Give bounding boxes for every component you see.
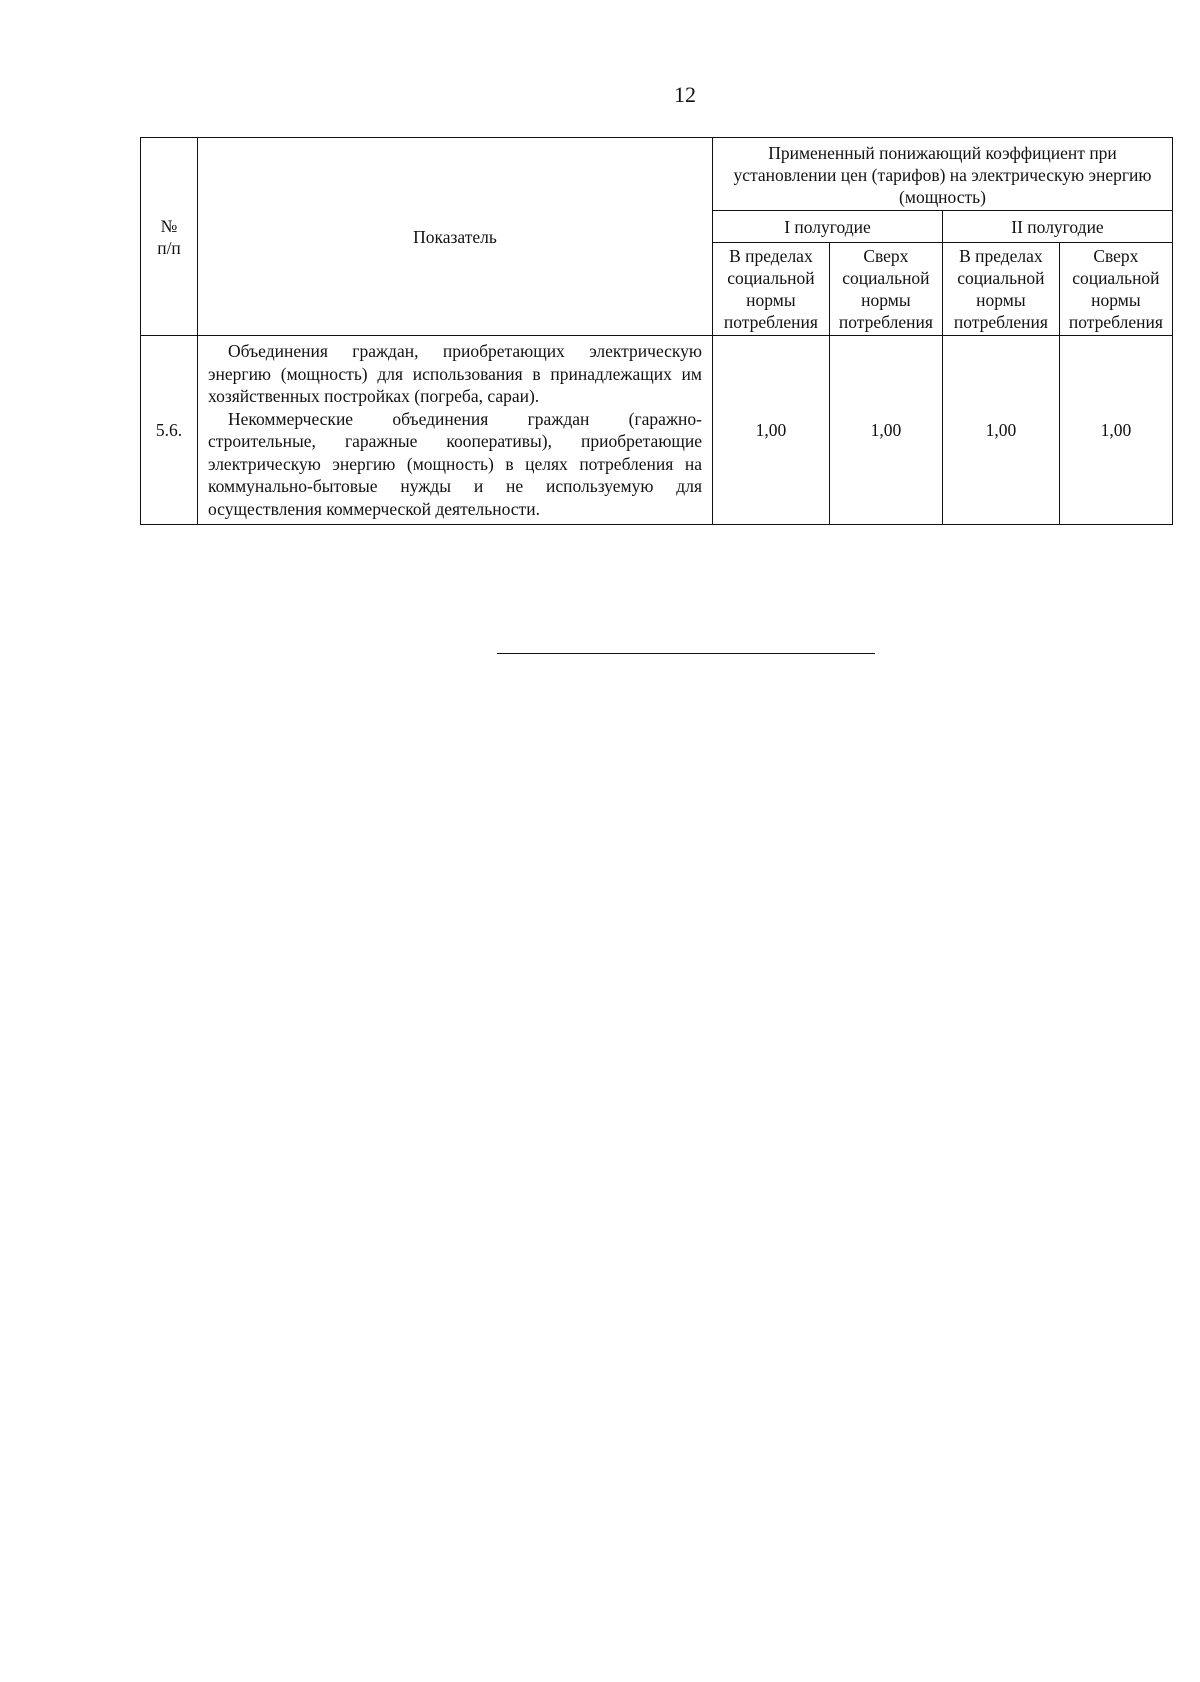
header-h2-above-cell: [1059, 243, 1172, 336]
end-divider-line: [497, 653, 875, 654]
header-num-cell: [141, 138, 198, 336]
header-half2-label: II полугодие: [1011, 216, 1104, 237]
row-h2-within-value: 1,00: [942, 336, 1059, 525]
row-h1-above-value: 1,00: [829, 336, 942, 525]
header-h2-within-cell: [942, 243, 1059, 336]
header-h2-above-label: Сверх социальной нормы потребления: [1068, 246, 1163, 332]
tariff-coefficient-table: [140, 137, 1173, 525]
header-half2-cell: [942, 211, 1172, 243]
header-indicator-label: Показатель: [413, 226, 497, 247]
header-half1-label: I полугодие: [784, 216, 871, 237]
header-h1-within-cell: [713, 243, 830, 336]
table-row: [141, 336, 1173, 525]
row-h2-above-value: 1,00: [1059, 336, 1172, 525]
header-h1-above-cell: [829, 243, 942, 336]
row-description-paragraph-1: Объединения граждан, приобретающих электрическую энергию (мощность) для использования в принадлежащих им хозяйственных постройках (погреба, сараи).: [208, 341, 702, 406]
row-description-paragraph-2: Некоммерческие объединения граждан (гаражно-строительные, гаражные кооперативы), приобретающие электрическую энергию (мощность) в целях потребления на коммунально-бытовые нужды и не используемую для осуществления коммерческой деятельности.: [208, 408, 702, 519]
row-num: 5.6.: [155, 420, 183, 440]
header-indicator-cell: [198, 138, 713, 336]
header-h1-within-label: В пределах социальной нормы потребления: [723, 246, 818, 332]
header-num-label-line2: п/п: [157, 237, 181, 258]
row-description-cell: [198, 336, 713, 525]
header-coefficient-label: Примененный понижающий коэффициент при установлении цен (тарифов) на электрическую энергию (мощность): [733, 143, 1152, 207]
row-num-cell: [141, 336, 198, 525]
header-coefficient-cell: [713, 138, 1173, 211]
header-h1-above-label: Сверх социальной нормы потребления: [838, 246, 933, 332]
row-h1-within-value: 1,00: [713, 336, 830, 525]
header-h2-within-label: В пределах социальной нормы потребления: [953, 246, 1048, 332]
header-half1-cell: [713, 211, 943, 243]
page-number: 12: [674, 82, 696, 107]
header-num-label-line1: №: [160, 215, 178, 236]
